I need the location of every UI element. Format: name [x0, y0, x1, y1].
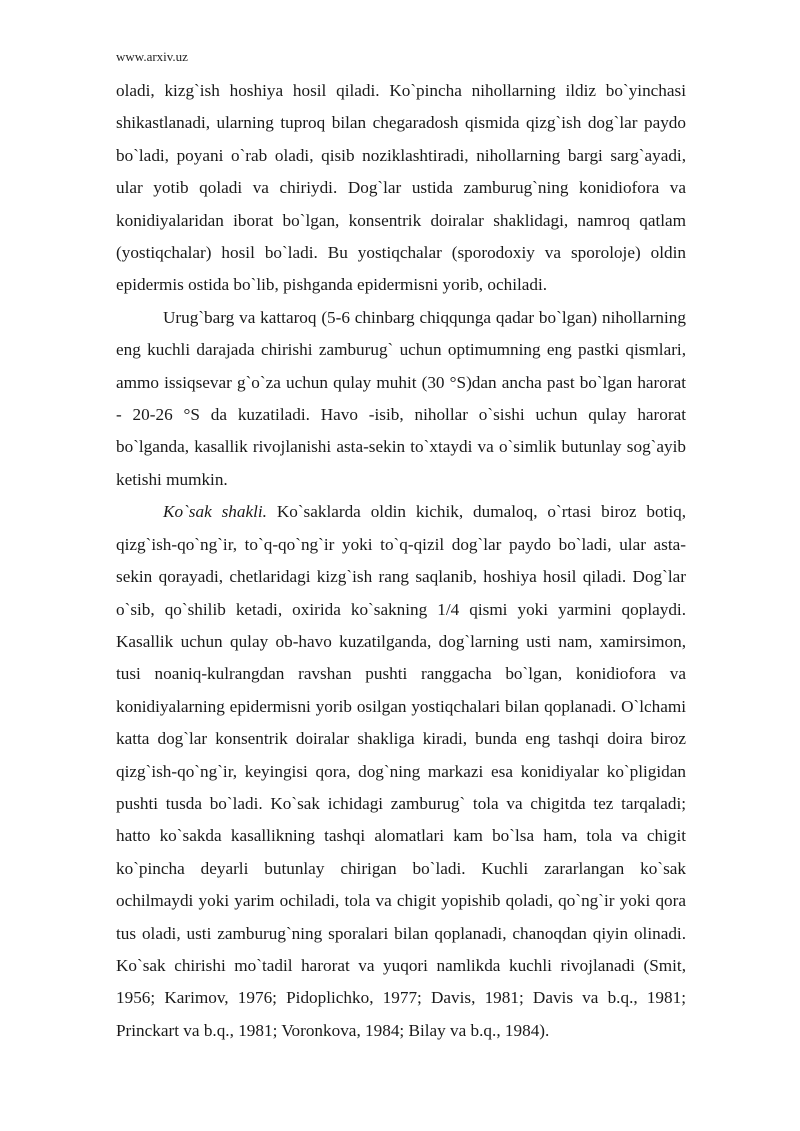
paragraph-boll-form-text: Ko`saklarda oldin kichik, dumaloq, o`rtasi biroz botiq, qizg`ish-qo`ng`ir, to`q-qo`ng`ir yoki to`q-qizil dog`lar paydo bo`ladi, ular asta-sekin qorayadi, chetlaridagi kizg`ish rang saqlanib, hoshiya hosil qiladi. Dog`lar o`sib, qo`shilib ketadi, oxirida ko`sakning 1/4 qismi yoki yarmini qoplaydi. Kasallik uchun qulay ob-havo kuzatilganda, dog`larning usti nam, xamirsimon, tusi noaniq-kulrangdan ravshan pushti ranggacha bo`lgan, konidiofora va konidiyalarning epidermisni yorib osilgan yostiqchalari bilan qoplanadi. O`lchami katta dog`lar konsentrik doiralar shakliga kiradi, bunda eng tashqi doira biroz qizg`ish-qo`ng`ir, keyingisi qora, dog`ning markazi esa konidiyalar ko`pligidan pushti tusda bo`ladi. Ko`sak ichidagi zamburug` tola va chigitda tez tarqaladi; hatto ko`sakda kasallikning tashqi alomatlari kam bo`lsa ham, tola va chigit ko`pincha deyarli butunlay chirigan bo`ladi. Kuchli zararlangan ko`sak ochilmaydi yoki yarim ochiladi, tola va chigit yopishib qoladi, qo`ng`ir yoki qora tus oladi, usti zamburug`ning sporalari bilan qoplanadi, chanoqdan qiyin olinadi. Ko`sak chirishi mo`tadil harorat va yuqori namlikda kuchli rivojlanadi (Smit, 1956; Karimov, 1976; Pidoplichko, 1977; Davis, 1981; Davis va b.q., 1981; Princkart va b.q., 1981; Voronkova, 1984; Bilay va b.q., 1984). [116, 502, 686, 1040]
paragraph-seedling-rot: Urug`barg va kattaroq (5-6 chinbarg chiqqunga qadar bo`lgan) nihollarning eng kuchli darajada chirishi zamburug` uchun optimumning eng pastki qismlari, ammo issiqsevar g`o`za uchun qulay muhit (30 °S)dan ancha past bo`lgan harorat - 20-26 °S da kuzatiladi. Havo -isib, nihollar o`sishi uchun qulay harorat bo`lganda, kasallik rivojlanishi asta-sekin to`xtaydi va o`simlik butunlay sog`ayib ketishi mumkin. [116, 307, 686, 489]
section-lead-italic: Ko`sak shakli. [163, 502, 267, 522]
paragraph-continuation: oladi, kizg`ish hoshiya hosil qiladi. Ko`pincha nihollarning ildiz bo`yinchasi shikastlanadi, ularning tuproq bilan chegaradosh qismida qizg`ish dog`lar paydo bo`ladi, poyani o`rab oladi, qisib noziklashtiradi, nihollarning bargi sarg`ayadi, ular yotib qoladi va chiriydi. Dog`lar ustida zamburug`ning konidiofora va konidiyalaridan iborat bo`lgan, konsentrik doiralar shaklidagi, namroq qatlam (yostiqchalar) hosil bo`ladi. Bu yostiqchalar (sporodoxiy va sporoloje) oldin epidermis ostida bo`lib, pishganda epidermisni yorib, ochiladi. [116, 81, 686, 295]
document-body [116, 75, 686, 1047]
site-url-header: www.arxiv.uz [116, 49, 188, 64]
paragraph-boll-form [116, 496, 686, 1047]
